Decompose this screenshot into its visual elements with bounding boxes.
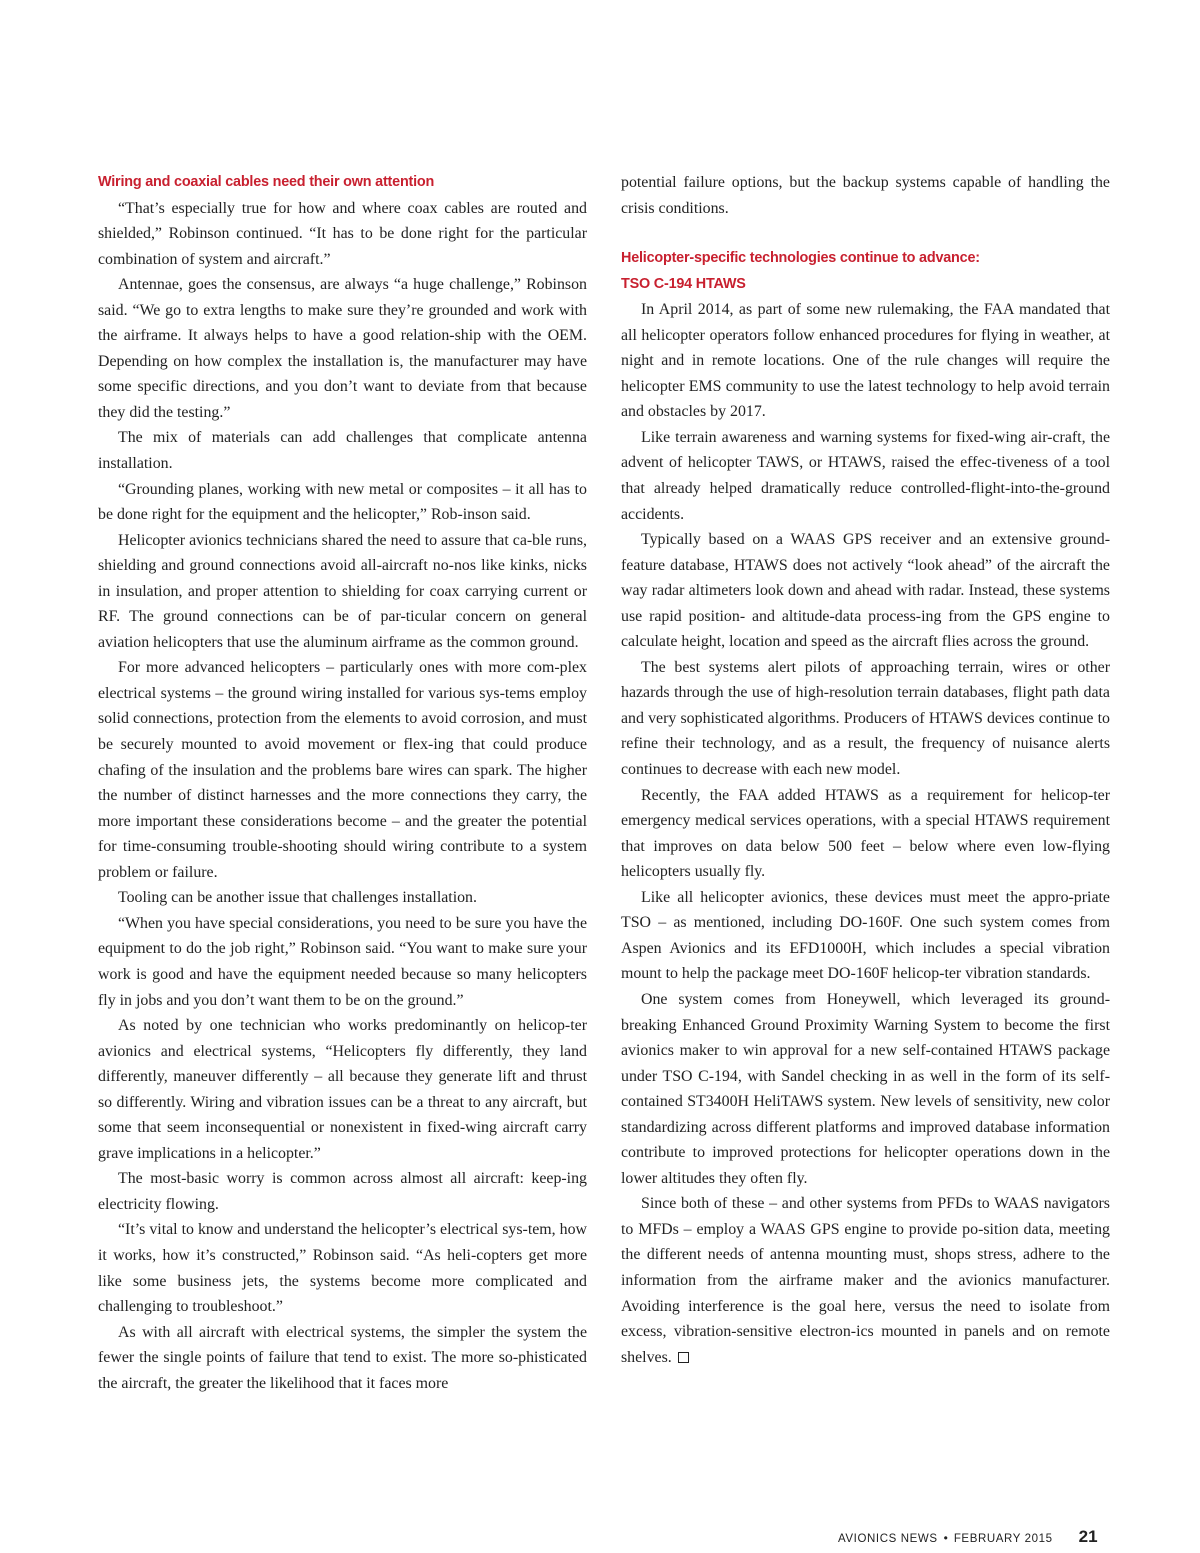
paragraph: Like terrain awareness and warning systems for fixed-wing air-craft, the advent of helicopter TAWS, or HTAWS, raised the effec-tiveness of a tool that already helped dramatically reduce controlled-flight-into-the-ground accidents. — [621, 428, 1110, 523]
paragraph: Typically based on a WAAS GPS receiver and an extensive ground-feature database, HTAWS does not actively “look ahead” of the aircraft the way radar altimeters look down and ahead with radar. Instead, these systems use rapid position- and altitude-data process-ing from the GPS engine to calculate height, location and speed as the aircraft flies across the ground. — [621, 531, 1110, 651]
paragraph: Antennae, goes the consensus, are always “a huge challenge,” Robinson said. “We go to extra lengths to make sure they’re grounded and work with the airframe. It always helps to have a good relation-ship with the OEM. Depending on how complex the installation is, the manufacturer may have some specific directions, and you don’t want to deviate from that because they did the testing.” — [98, 276, 587, 421]
paragraph: “That’s especially true for how and where coax cables are routed and shielded,” Robinson continued. “It has to be done right for the particular combination of system and aircraft.” — [98, 199, 587, 268]
paragraph: As with all aircraft with electrical systems, the simpler the system the fewer the single points of failure that tend to exist. The more so-phisticated the aircraft, the greater the likelihood that it faces more — [98, 1323, 587, 1392]
paragraph-continued: potential failure options, but the backup systems capable of handling the crisis conditions. — [621, 174, 1110, 217]
footer-date: FEBRUARY 2015 — [953, 1533, 1053, 1545]
footer-bullet: • — [943, 1531, 948, 1545]
section-heading-wiring: Wiring and coaxial cables need their own attention — [98, 174, 435, 190]
paragraph: Like all helicopter avionics, these devices must meet the appro-priate TSO – as mentioned, including DO-160F. One such system comes from Aspen Avionics and its EFD1000H, which includes a special vibration mount to help the package meet DO-160F helicop-ter vibration standards. — [621, 888, 1110, 983]
page-footer — [838, 1527, 1098, 1551]
last-paragraph — [621, 1191, 1110, 1370]
paragraph: One system comes from Honeywell, which leveraged its ground-breaking Enhanced Ground Proximity Warning System to become the first avionics maker to win approval for a new self-contained HTAWS package under TSO C-194, with Sandel checking in as well in the form of its self-contained ST3400H HeliTAWS system. New levels of sensitivity, new color standardizing across different platforms and improved database information contribute to improved protections for helicopter operations down in the lower altitudes they often fly. — [621, 990, 1110, 1187]
paragraph: Tooling can be another issue that challenges installation. — [118, 889, 477, 907]
paragraph: In April 2014, as part of some new rulemaking, the FAA mandated that all helicopter operators follow enhanced procedures for flying in weather, at night and in remote locations. One of the rule changes will require the helicopter EMS community to use the latest technology to help avoid terrain and obstacles by 2017. — [621, 301, 1110, 421]
paragraph: The most-basic worry is common across almost all aircraft: keep-ing electricity flowing. — [98, 1170, 587, 1213]
paragraph: Recently, the FAA added HTAWS as a requirement for helicop-ter emergency medical services operations, with a special HTAWS requirement that improves on data below 500 feet – below where even low-flying helicopters usually fly. — [621, 786, 1110, 881]
right-column — [621, 170, 1110, 1370]
left-column — [98, 170, 587, 1396]
footer-publication: AVIONICS NEWS — [838, 1533, 938, 1545]
paragraph-text: Since both of these – and other systems from PFDs to WAAS navigators to MFDs – employ a WAAS GPS engine to provide po-sition data, meeting the different needs of antenna mounting must, shops stress, adhere to the information from the airframe maker and the avionics manufacturer. Avoiding interference is the goal here, versus the need to isolate from excess, vibration-sensitive electron-ics mounted in panels and on remote shelves. — [621, 1195, 1110, 1366]
paragraph: “It’s vital to know and understand the helicopter’s electrical sys-tem, how it works, how it’s constructed,” Robinson said. “As heli-copters get more like some business jets, the systems become more complicated and challenging to troubleshoot.” — [98, 1221, 587, 1316]
paragraph: As noted by one technician who works predominantly on helicop-ter avionics and electrical systems, “Helicopters fly differently, they land differently, maneuver differently – all because they generate lift and thrust so differently. Wiring and vibration issues can be a threat to any aircraft, but some that seem inconsequential or nonexistent in fixed-wing aircraft carry grave implications in a helicopter.” — [98, 1017, 587, 1162]
section-gap — [621, 221, 1110, 246]
paragraph: Helicopter avionics technicians shared the need to assure that ca-ble runs, shielding and ground connections avoid all-aircraft no-nos like kinks, nicks in insulation, and proper attention to shielding for coax carrying current or RF. The ground connections can be of par-ticular concern on general aviation helicopters that use the aluminum airframe as the common ground. — [98, 531, 587, 651]
section-heading-htaws: Helicopter-specific technologies continue to advance: — [621, 250, 980, 267]
paragraph: The best systems alert pilots of approaching terrain, wires or other hazards through the use of high-resolution terrain databases, flight path data and very sophisticated algorithms. Producers of HTAWS devices continue to refine their technology, and as a result, the frequency of nuisance alerts continues to decrease with each new model. — [621, 658, 1110, 779]
paragraph: The mix of materials can add challenges that complicate antenna installation. — [98, 429, 587, 473]
paragraph: “Grounding planes, working with new metal or composites – it all has to be done right for the equipment and the helicopter,” Rob-inson said. — [98, 480, 587, 524]
paragraph: “When you have special considerations, you need to be sure you have the equipment to do the job right,” Robinson said. “You want to make sure your work is good and have the equipment needed because so many helicopters fly in jobs and you don’t want them to be on the ground.” — [98, 914, 587, 1009]
paragraph: For more advanced helicopters – particularly ones with more com-plex electrical systems – the ground wiring installed for various sys-tems employ solid connections, protection from the elements to avoid corrosion, and must be securely mounted to avoid movement or flex-ing that could produce chafing of the insulation and the problems bare wires can spark. The higher the number of distinct harnesses and the more connections they carry, the more important these considerations become – and the greater the potential for time-consuming trouble-shooting should wiring contribute to a system problem or failure. — [98, 659, 587, 881]
page-number: 21 — [1078, 1527, 1098, 1546]
end-of-article-box-icon — [678, 1352, 689, 1363]
section-subheading-tso: TSO C-194 HTAWS — [621, 275, 746, 292]
